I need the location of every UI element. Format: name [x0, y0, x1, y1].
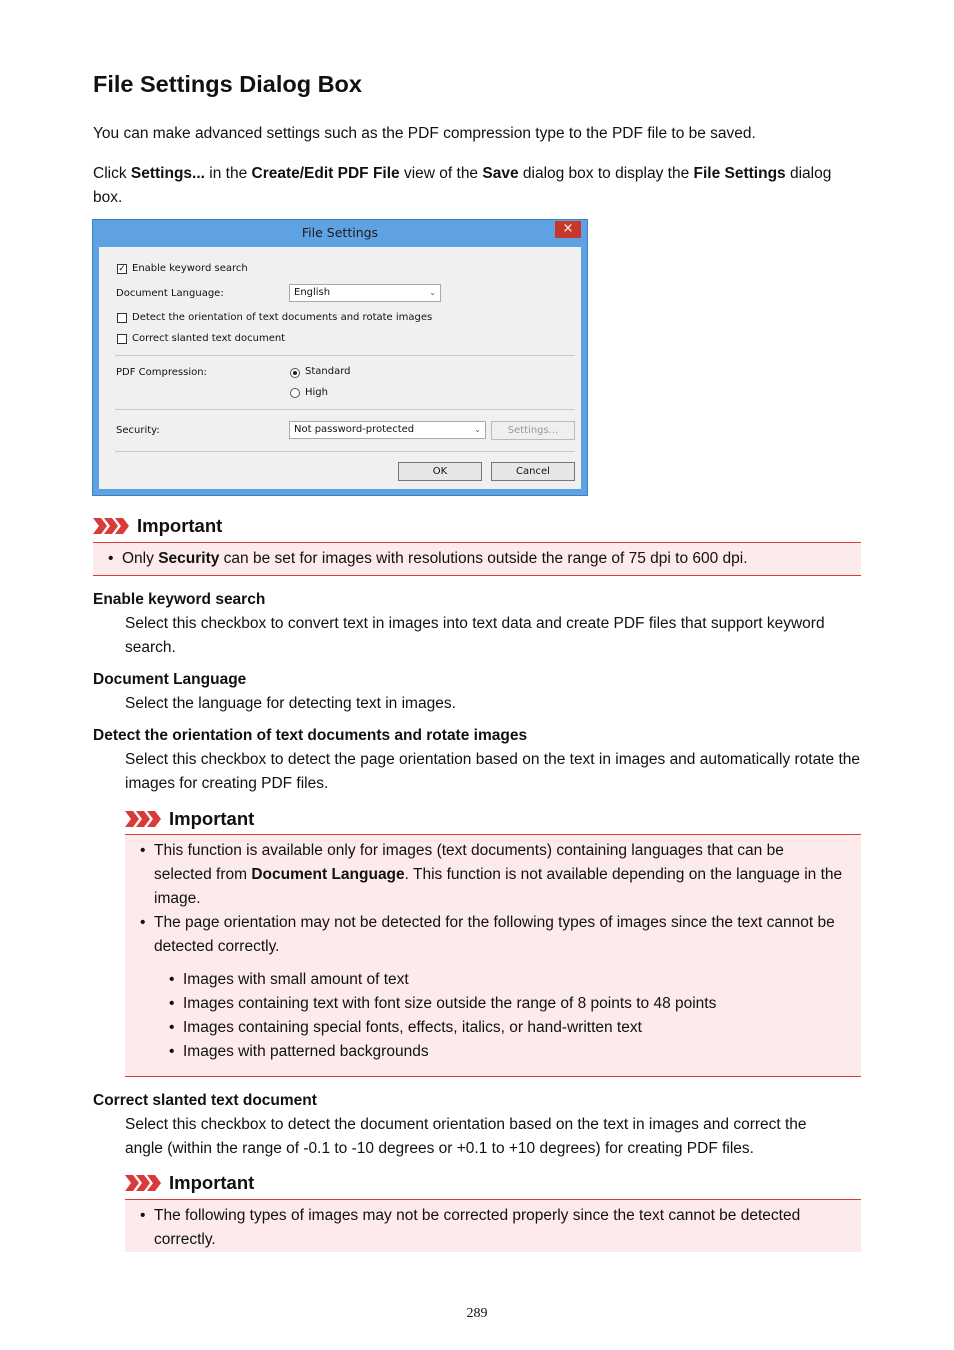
desc-enable-keyword: Select this checkbox to convert text in images into text data and create PDF files that support keyword search.	[125, 615, 825, 656]
list-item: • Images containing text with font size outside the range of 8 points to 48 points	[183, 992, 843, 1016]
standard-radio[interactable]	[290, 368, 300, 378]
important-box	[125, 1199, 861, 1252]
intro-text: You can make advanced settings such as the PDF compression type to the PDF file to be saved.	[93, 125, 756, 142]
term-correct-slanted: Correct slanted text document	[93, 1092, 317, 1109]
list-item: • Images with small amount of text	[183, 968, 843, 992]
page-title: File Settings Dialog Box	[93, 71, 362, 97]
ok-button[interactable]: OK	[398, 462, 482, 481]
important-box	[93, 542, 861, 576]
list-item: • This function is available only for images (text documents) containing languages that can be selected from Document Language. This function is not available depending on the language in the image.	[154, 839, 844, 911]
term-enable-keyword: Enable keyword search	[93, 591, 266, 608]
cancel-button[interactable]: Cancel	[491, 462, 575, 481]
high-label: High	[305, 387, 328, 398]
divider	[115, 409, 575, 410]
file-settings-dialog	[92, 219, 588, 496]
list-item: • The following types of images may not be corrected properly since the text cannot be detected correctly.	[154, 1204, 844, 1252]
important-heading	[93, 512, 222, 540]
desc-document-language: Select the language for detecting text in images.	[125, 695, 456, 712]
list-item: • The page orientation may not be detected for the following types of images since the text cannot be detected correctly.	[154, 911, 844, 959]
important-label: Important	[169, 808, 255, 829]
term-detect-orientation: Detect the orientation of text documents and rotate images	[93, 727, 528, 744]
important-chevrons-icon	[93, 518, 131, 534]
dialog-title: File Settings	[301, 225, 379, 240]
standard-label: Standard	[305, 366, 351, 377]
close-icon[interactable]: ×	[555, 221, 581, 238]
desc-detect-orientation: Select this checkbox to detect the page orientation based on the text in images and automatically rotate the images for creating PDF files.	[125, 751, 860, 792]
document-language-label: Document Language:	[116, 288, 224, 299]
detect-orientation-label: Detect the orientation of text documents and rotate images	[132, 312, 433, 323]
important-chevrons-icon	[125, 1175, 163, 1191]
divider	[115, 355, 575, 356]
important-label: Important	[137, 515, 223, 536]
enable-keyword-checkbox[interactable]: ✓	[118, 264, 126, 274]
chevron-down-icon: ⌄	[429, 288, 436, 297]
important-label: Important	[169, 1172, 255, 1193]
dialog-body	[99, 247, 581, 489]
click-instruction: Click Settings... in the Create/Edit PDF File view of the Save dialog box to display the File Settings dialog box.	[93, 165, 832, 206]
page-number: 289	[466, 1306, 488, 1321]
security-label: Security:	[116, 425, 160, 436]
divider	[115, 451, 575, 452]
high-radio[interactable]	[290, 388, 300, 398]
correct-slanted-checkbox[interactable]	[117, 334, 127, 344]
security-settings-button[interactable]: Settings...	[491, 421, 575, 440]
chevron-down-icon: ⌄	[474, 425, 481, 434]
detect-orientation-checkbox[interactable]	[117, 313, 127, 323]
important-heading	[125, 1169, 254, 1197]
list-item: • Images with patterned backgrounds	[183, 1040, 843, 1064]
list-item: • Only Security can be set for images with resolutions outside the range of 75 dpi to 600 dpi.	[122, 547, 852, 571]
correct-slanted-label: Correct slanted text document	[132, 333, 286, 344]
enable-keyword-label: Enable keyword search	[132, 263, 248, 274]
important-box	[125, 834, 861, 1077]
document-language-select[interactable]: English ⌄	[289, 284, 441, 302]
important-heading	[125, 805, 254, 833]
important-chevrons-icon	[125, 811, 163, 827]
pdf-compression-label: PDF Compression:	[116, 367, 207, 378]
list-item: • Images containing special fonts, effects, italics, or hand-written text	[183, 1016, 843, 1040]
term-document-language: Document Language	[93, 671, 247, 688]
security-select[interactable]: Not password-protected ⌄	[289, 421, 486, 439]
desc-correct-slanted: Select this checkbox to detect the document orientation based on the text in images and correct the angle (within the range of -0.1 to -10 degrees or +0.1 to +10 degrees) for creating PDF files.	[125, 1116, 807, 1157]
